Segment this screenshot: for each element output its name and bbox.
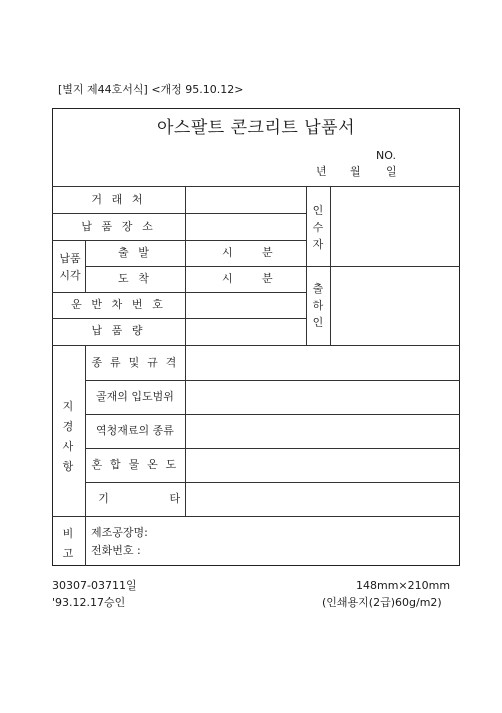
divider-spec1 (85, 380, 460, 381)
spec-item-temperature: 혼 합 물 온 도 (91, 458, 179, 471)
date-year-label: 년 (316, 165, 327, 178)
label-receiver: 인 수 자 (312, 204, 324, 251)
label-departure: 출 발 (118, 246, 152, 259)
divider-spec3 (85, 448, 460, 449)
divider-spec-end (52, 516, 460, 517)
label-delivery-quantity: 납 품 량 (91, 324, 146, 337)
label-spec-section: 지 경 사 항 (62, 400, 74, 473)
label-customer: 거 래 처 (91, 193, 146, 206)
remarks-phone: 전화번호 : (91, 544, 141, 557)
divider-spec-value (185, 345, 186, 516)
label-delivery-place: 납 품 장 소 (81, 220, 156, 233)
label-remarks: 비 고 (62, 527, 74, 560)
departure-minute-label: 분 (262, 246, 273, 259)
divider-title (52, 186, 460, 187)
divider-spec-label (85, 345, 86, 566)
remarks-factory-name: 제조공장명: (91, 526, 148, 539)
divider-label-col (185, 186, 186, 345)
spec-item-aggregate: 골재의 입도범위 (96, 390, 174, 403)
footer-code: 30307-03711일 (52, 579, 137, 592)
label-vehicle-number: 운 반 차 번 호 (71, 298, 166, 311)
date-month-label: 월 (350, 165, 361, 178)
form-title: 아스팔트 콘크리트 납품서 (156, 118, 356, 138)
divider-value-col (306, 186, 307, 345)
divider-row2 (52, 240, 306, 241)
footer-approval: '93.12.17승인 (52, 596, 126, 609)
divider-person-label (330, 186, 331, 345)
divider-row3 (85, 266, 306, 267)
spec-item-type: 종 류 및 규 격 (91, 356, 179, 369)
number-label: NO. (376, 149, 396, 162)
date-day-label: 일 (386, 165, 397, 178)
arrival-minute-label: 분 (262, 272, 273, 285)
divider-upper-end (52, 345, 460, 346)
departure-hour-label: 시 (222, 246, 233, 259)
spec-item-other: 기 타 (98, 492, 209, 505)
label-delivery-time: 납품 시각 (59, 252, 81, 282)
divider-row4 (52, 292, 306, 293)
arrival-hour-label: 시 (222, 272, 233, 285)
divider-spec2 (85, 414, 460, 415)
footer-paper: (인쇄용지(2급)60g/m2) (322, 596, 442, 609)
spec-item-bitumen: 역청재료의 종류 (96, 424, 174, 437)
form-reference: [별지 제44호서식] <개정 95.10.12> (58, 83, 244, 96)
divider-row1 (52, 213, 306, 214)
label-shipper: 출 하 인 (312, 282, 324, 329)
footer-size: 148mm×210mm (356, 579, 451, 592)
label-arrival: 도 착 (118, 272, 152, 285)
divider-row5 (52, 318, 306, 319)
divider-spec4 (85, 482, 460, 483)
